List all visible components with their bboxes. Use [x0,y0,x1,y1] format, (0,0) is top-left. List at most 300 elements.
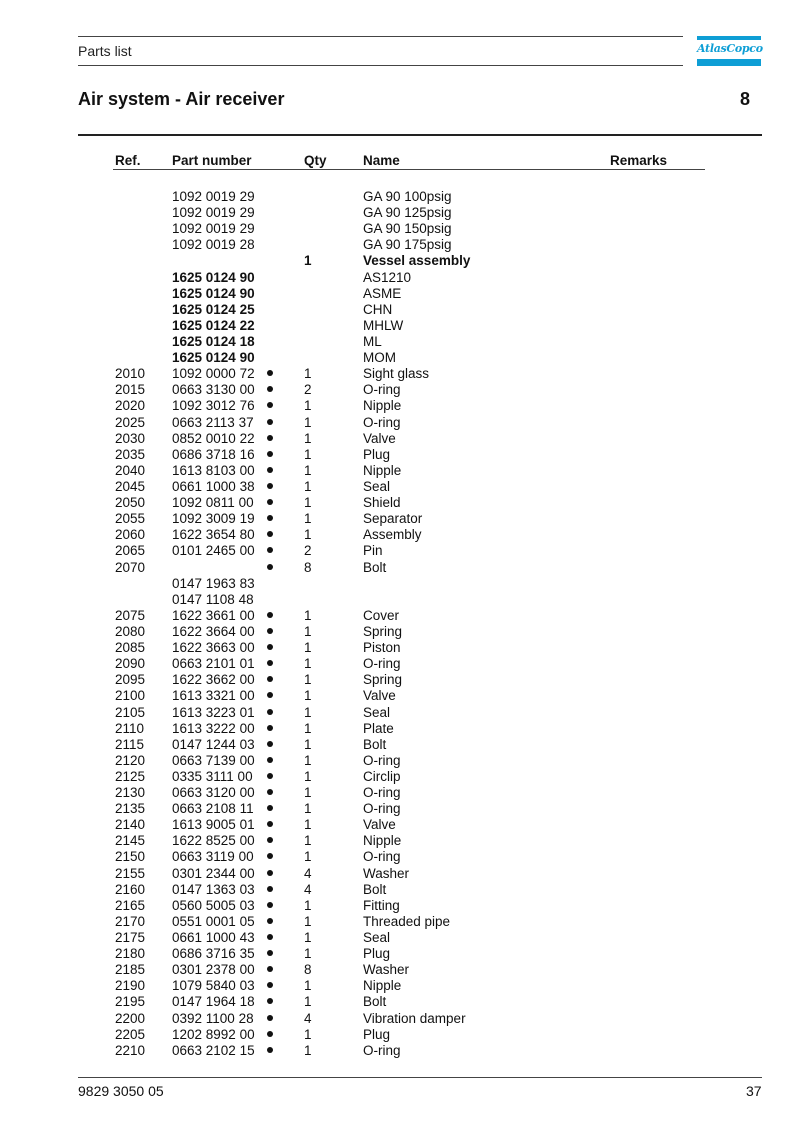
row-ref: 2025 [115,414,146,430]
bullet-icon [266,725,274,733]
row-ref: 2100 [115,688,146,704]
bullet-icon [266,886,274,894]
bullet-icon [266,773,274,781]
row-name: O-ring [363,1042,401,1058]
column-header-rule [113,169,705,170]
table-row [0,511,800,527]
table-row [0,479,800,495]
row-ref: 2145 [115,833,146,849]
row-name: Bolt [363,994,387,1010]
table-row [0,527,800,543]
column-header-remarks: Remarks [610,153,668,168]
row-ref: 2185 [115,962,146,978]
row-part-number: 0301 2344 00 [172,865,255,881]
row-ref: 2160 [115,881,146,897]
table-row [0,688,800,704]
row-qty: 4 [304,881,312,897]
row-qty: 1 [304,752,312,768]
section-rule [78,134,762,136]
row-name: Washer [363,865,410,881]
bullet-icon [266,1031,274,1039]
section-title: Air system - Air receiver [78,89,285,109]
logo-wordmark: AtlasCopco [697,42,763,55]
bullet-icon [266,837,274,845]
header-bottom-rule [78,65,683,66]
row-qty: 1 [304,913,312,929]
table-row [0,463,800,479]
column-header-qty: Qty [304,153,327,168]
row-name: O-ring [363,801,401,817]
row-qty: 1 [304,946,312,962]
table-row [0,318,800,334]
table-row [0,866,800,882]
bullet-icon [266,821,274,829]
row-part-number: 1625 0124 90 [172,350,255,366]
row-qty: 1 [304,478,312,494]
bullet-icon [266,934,274,942]
row-ref: 2115 [115,736,145,752]
bullet-icon [266,1015,274,1023]
row-ref: 2105 [115,704,146,720]
table-row [0,705,800,721]
row-qty: 1 [304,1026,312,1042]
row-name: Circlip [363,768,401,784]
table-row [0,270,800,286]
row-name: O-ring [363,382,401,398]
row-part-number: 0392 1100 28 [172,1010,254,1026]
row-part-number: 1613 9005 01 [172,817,255,833]
bullet-icon [266,531,274,539]
row-ref: 2035 [115,446,146,462]
row-part-number: 0686 3716 35 [172,946,255,962]
table-row [0,382,800,398]
bullet-icon [266,467,274,475]
row-ref: 2175 [115,930,146,946]
table-row [0,656,800,672]
row-name: O-ring [363,656,401,672]
row-qty: 1 [304,446,312,462]
table-row [0,721,800,737]
footer-rule [78,1077,762,1078]
row-ref: 2075 [115,607,146,623]
bullet-icon [266,805,274,813]
table-row [0,221,800,237]
row-ref: 2080 [115,623,146,639]
row-name: Bolt [363,559,387,575]
table-row [0,189,800,205]
table-row [0,753,800,769]
row-part-number: 0661 1000 38 [172,478,255,494]
row-ref: 2190 [115,978,146,994]
row-part-number: 1092 3009 19 [172,511,255,527]
header-title: Parts list [78,43,132,59]
row-part-number: 1092 0019 29 [172,205,255,221]
bullet-icon [266,499,274,507]
row-part-number: 0147 1108 48 [172,591,254,607]
row-part-number: 1625 0124 18 [172,333,255,349]
row-part-number: 0663 2101 01 [172,656,255,672]
row-part-number: 0147 1963 83 [172,575,255,591]
row-name: GA 90 175psig [363,237,452,253]
row-part-number: 1625 0124 25 [172,301,255,317]
row-ref: 2130 [115,785,146,801]
table-row [0,447,800,463]
row-name: Plug [363,946,391,962]
table-row [0,737,800,753]
row-name: Piston [363,640,401,656]
row-qty: 1 [304,253,312,269]
table-row [0,640,800,656]
row-part-number: 0686 3718 16 [172,446,255,462]
row-name: GA 90 150psig [363,221,452,237]
row-part-number: 1092 0019 28 [172,237,255,253]
table-row [0,543,800,559]
row-ref: 2040 [115,462,146,478]
table-row [0,1011,800,1027]
table-row [0,672,800,688]
bullet-icon [266,644,274,652]
row-ref: 2120 [115,752,146,768]
row-name: Vibration damper [363,1010,466,1026]
row-name: Threaded pipe [363,913,451,929]
row-qty: 1 [304,1042,312,1058]
row-part-number: 1625 0124 22 [172,317,255,333]
row-part-number: 0663 2113 37 [172,414,254,430]
row-ref: 2200 [115,1010,146,1026]
row-part-number: 1092 0019 29 [172,189,255,204]
table-row [0,898,800,914]
row-name: Vessel assembly [363,253,471,269]
bullet-icon [266,998,274,1006]
table-row [0,882,800,898]
row-qty: 1 [304,833,312,849]
row-name: Seal [363,478,391,494]
bullet-icon [266,982,274,990]
logo-bottom-bar [697,59,761,66]
bullet-icon [266,628,274,636]
row-part-number: 0661 1000 43 [172,930,255,946]
header-top-rule [78,36,683,37]
bullet-icon [266,741,274,749]
bullet-icon [266,612,274,620]
row-part-number: 1092 3012 76 [172,398,255,414]
atlas-copco-logo [697,36,761,66]
row-ref: 2180 [115,946,146,962]
row-part-number: 1613 3223 01 [172,704,255,720]
table-row [0,253,800,269]
table-row [0,624,800,640]
row-part-number: 1092 0019 29 [172,221,255,237]
row-part-number: 0560 5005 03 [172,897,255,913]
row-qty: 1 [304,930,312,946]
row-name: ASME [363,285,402,301]
bullet-icon [266,386,274,394]
table-row [0,817,800,833]
row-qty: 2 [304,382,312,398]
bullet-icon [266,451,274,459]
row-ref: 2140 [115,817,146,833]
row-ref: 2045 [115,478,146,494]
bullet-icon [266,419,274,427]
row-name: Separator [363,511,423,527]
row-name: Sight glass [363,366,430,382]
row-name: O-ring [363,414,401,430]
row-ref: 2060 [115,527,146,543]
table-row [0,1027,800,1043]
row-name: Nipple [363,398,402,414]
row-ref: 2015 [115,382,146,398]
bullet-icon [266,853,274,861]
row-name: Valve [363,430,396,446]
row-ref: 2135 [115,801,146,817]
table-row [0,769,800,785]
parts-table [0,189,800,1059]
bullet-icon [266,709,274,717]
table-row [0,302,800,318]
row-qty: 1 [304,656,312,672]
row-name: MOM [363,350,396,366]
row-ref: 2095 [115,672,146,688]
row-ref: 2070 [115,559,146,575]
row-part-number: 0335 3111 00 [172,768,253,784]
row-name: GA 90 100psig [363,189,452,204]
row-ref: 2020 [115,398,146,414]
bullet-icon [266,402,274,410]
row-part-number: 0663 7139 00 [172,752,255,768]
row-qty: 1 [304,994,312,1010]
row-name: Spring [363,672,403,688]
row-part-number: 1613 8103 00 [172,462,255,478]
row-ref: 2165 [115,897,146,913]
bullet-icon [266,757,274,765]
row-part-number: 0663 3119 00 [172,849,254,865]
row-ref: 2030 [115,430,146,446]
row-name: ML [363,333,382,349]
bullet-icon [266,660,274,668]
row-qty: 1 [304,817,312,833]
table-row [0,415,800,431]
row-qty: 1 [304,640,312,656]
row-part-number: 0663 3130 00 [172,382,255,398]
row-name: Seal [363,930,391,946]
row-name: Valve [363,688,396,704]
table-row [0,608,800,624]
row-name: GA 90 125psig [363,205,452,221]
row-part-number: 1092 0811 00 [172,495,254,511]
row-qty: 1 [304,462,312,478]
row-qty: 1 [304,607,312,623]
row-qty: 1 [304,768,312,784]
row-ref: 2085 [115,640,146,656]
table-row [0,576,800,592]
section-number: 8 [740,89,751,109]
table-row [0,560,800,576]
row-name: MHLW [363,317,404,333]
row-name: Nipple [363,978,402,994]
table-row [0,237,800,253]
column-header-part-number: Part number [172,153,252,168]
document-number: 9829 3050 05 [78,1083,164,1099]
row-name: Valve [363,817,396,833]
row-part-number: 0147 1244 03 [172,736,255,752]
row-part-number: 1079 5840 03 [172,978,255,994]
row-name: AS1210 [363,269,412,285]
row-name: Seal [363,704,391,720]
row-part-number: 1625 0124 90 [172,269,255,285]
table-row [0,930,800,946]
bullet-icon [266,918,274,926]
row-part-number: 0147 1964 18 [172,994,255,1010]
bullet-icon [266,547,274,555]
row-qty: 1 [304,849,312,865]
row-part-number: 1613 3222 00 [172,720,255,736]
table-row [0,1043,800,1059]
row-name: Pin [363,543,383,559]
table-row [0,205,800,221]
table-row [0,366,800,382]
table-row [0,334,800,350]
bullet-icon [266,870,274,878]
row-part-number: 1202 8992 00 [172,1026,255,1042]
row-name: Washer [363,962,410,978]
row-name: Plate [363,720,394,736]
row-qty: 1 [304,398,312,414]
bullet-icon [266,370,274,378]
row-qty: 1 [304,736,312,752]
table-row [0,994,800,1010]
row-name: O-ring [363,752,401,768]
table-row [0,398,800,414]
row-name: CHN [363,301,393,317]
row-qty: 1 [304,978,312,994]
bullet-icon [266,515,274,523]
row-qty: 2 [304,543,312,559]
row-part-number: 1622 3663 00 [172,640,255,656]
row-part-number: 0852 0010 22 [172,430,255,446]
row-ref: 2210 [115,1042,146,1058]
row-ref: 2050 [115,495,146,511]
row-ref: 2125 [115,768,146,784]
row-part-number: 1613 3321 00 [172,688,255,704]
table-row [0,785,800,801]
row-part-number: 0663 2102 15 [172,1042,255,1058]
row-name: Nipple [363,462,402,478]
row-qty: 1 [304,672,312,688]
table-row [0,592,800,608]
column-header-ref: Ref. [115,153,141,168]
row-qty: 4 [304,865,312,881]
row-ref: 2155 [115,865,146,881]
row-ref: 2090 [115,656,146,672]
row-name: Spring [363,623,403,639]
row-name: Bolt [363,881,387,897]
table-row [0,978,800,994]
row-qty: 1 [304,801,312,817]
row-name: Shield [363,495,401,511]
row-name: Plug [363,1026,391,1042]
row-qty: 1 [304,897,312,913]
bullet-icon [266,483,274,491]
row-part-number: 1622 3664 00 [172,623,255,639]
bullet-icon [266,692,274,700]
table-row [0,833,800,849]
row-ref: 2205 [115,1026,146,1042]
row-name: Fitting [363,897,400,913]
row-part-number: 1622 3661 00 [172,607,255,623]
row-qty: 4 [304,1010,312,1026]
row-part-number: 0663 3120 00 [172,785,255,801]
row-ref: 2110 [115,720,145,736]
row-qty: 1 [304,720,312,736]
row-qty: 1 [304,688,312,704]
bullet-icon [266,1047,274,1055]
row-ref: 2150 [115,849,146,865]
row-name: Plug [363,446,391,462]
row-name: Bolt [363,736,387,752]
logo-top-bar [697,36,761,40]
row-ref: 2170 [115,913,146,929]
bullet-icon [266,902,274,910]
table-row [0,350,800,366]
row-name: Assembly [363,527,422,543]
bullet-icon [266,950,274,958]
bullet-icon [266,564,274,572]
row-part-number: 1092 0000 72 [172,366,255,382]
row-part-number: 0663 2108 11 [172,801,254,817]
row-part-number: 1622 3654 80 [172,527,255,543]
row-part-number: 0551 0001 05 [172,913,255,929]
row-ref: 2055 [115,511,146,527]
row-part-number: 1622 3662 00 [172,672,255,688]
row-qty: 1 [304,527,312,543]
row-qty: 1 [304,414,312,430]
row-ref: 2065 [115,543,146,559]
row-name: Cover [363,607,400,623]
row-ref: 2195 [115,994,146,1010]
column-header-name: Name [363,153,400,168]
row-part-number: 0101 2465 00 [172,543,255,559]
row-qty: 1 [304,623,312,639]
row-qty: 1 [304,511,312,527]
table-row [0,962,800,978]
row-part-number: 0301 2378 00 [172,962,255,978]
table-row [0,286,800,302]
table-row [0,801,800,817]
row-part-number: 0147 1363 03 [172,881,255,897]
table-row [0,495,800,511]
row-name: Nipple [363,833,402,849]
table-row [0,946,800,962]
bullet-icon [266,676,274,684]
row-part-number: 1622 8525 00 [172,833,255,849]
row-ref: 2010 [115,366,146,382]
row-part-number: 1625 0124 90 [172,285,255,301]
table-row [0,849,800,865]
bullet-icon [266,789,274,797]
bullet-icon [266,966,274,974]
table-row [0,431,800,447]
row-qty: 8 [304,559,312,575]
row-qty: 1 [304,495,312,511]
row-qty: 8 [304,962,312,978]
row-qty: 1 [304,366,312,382]
row-qty: 1 [304,704,312,720]
row-qty: 1 [304,785,312,801]
bullet-icon [266,435,274,443]
row-qty: 1 [304,430,312,446]
row-name: O-ring [363,849,401,865]
table-row [0,914,800,930]
